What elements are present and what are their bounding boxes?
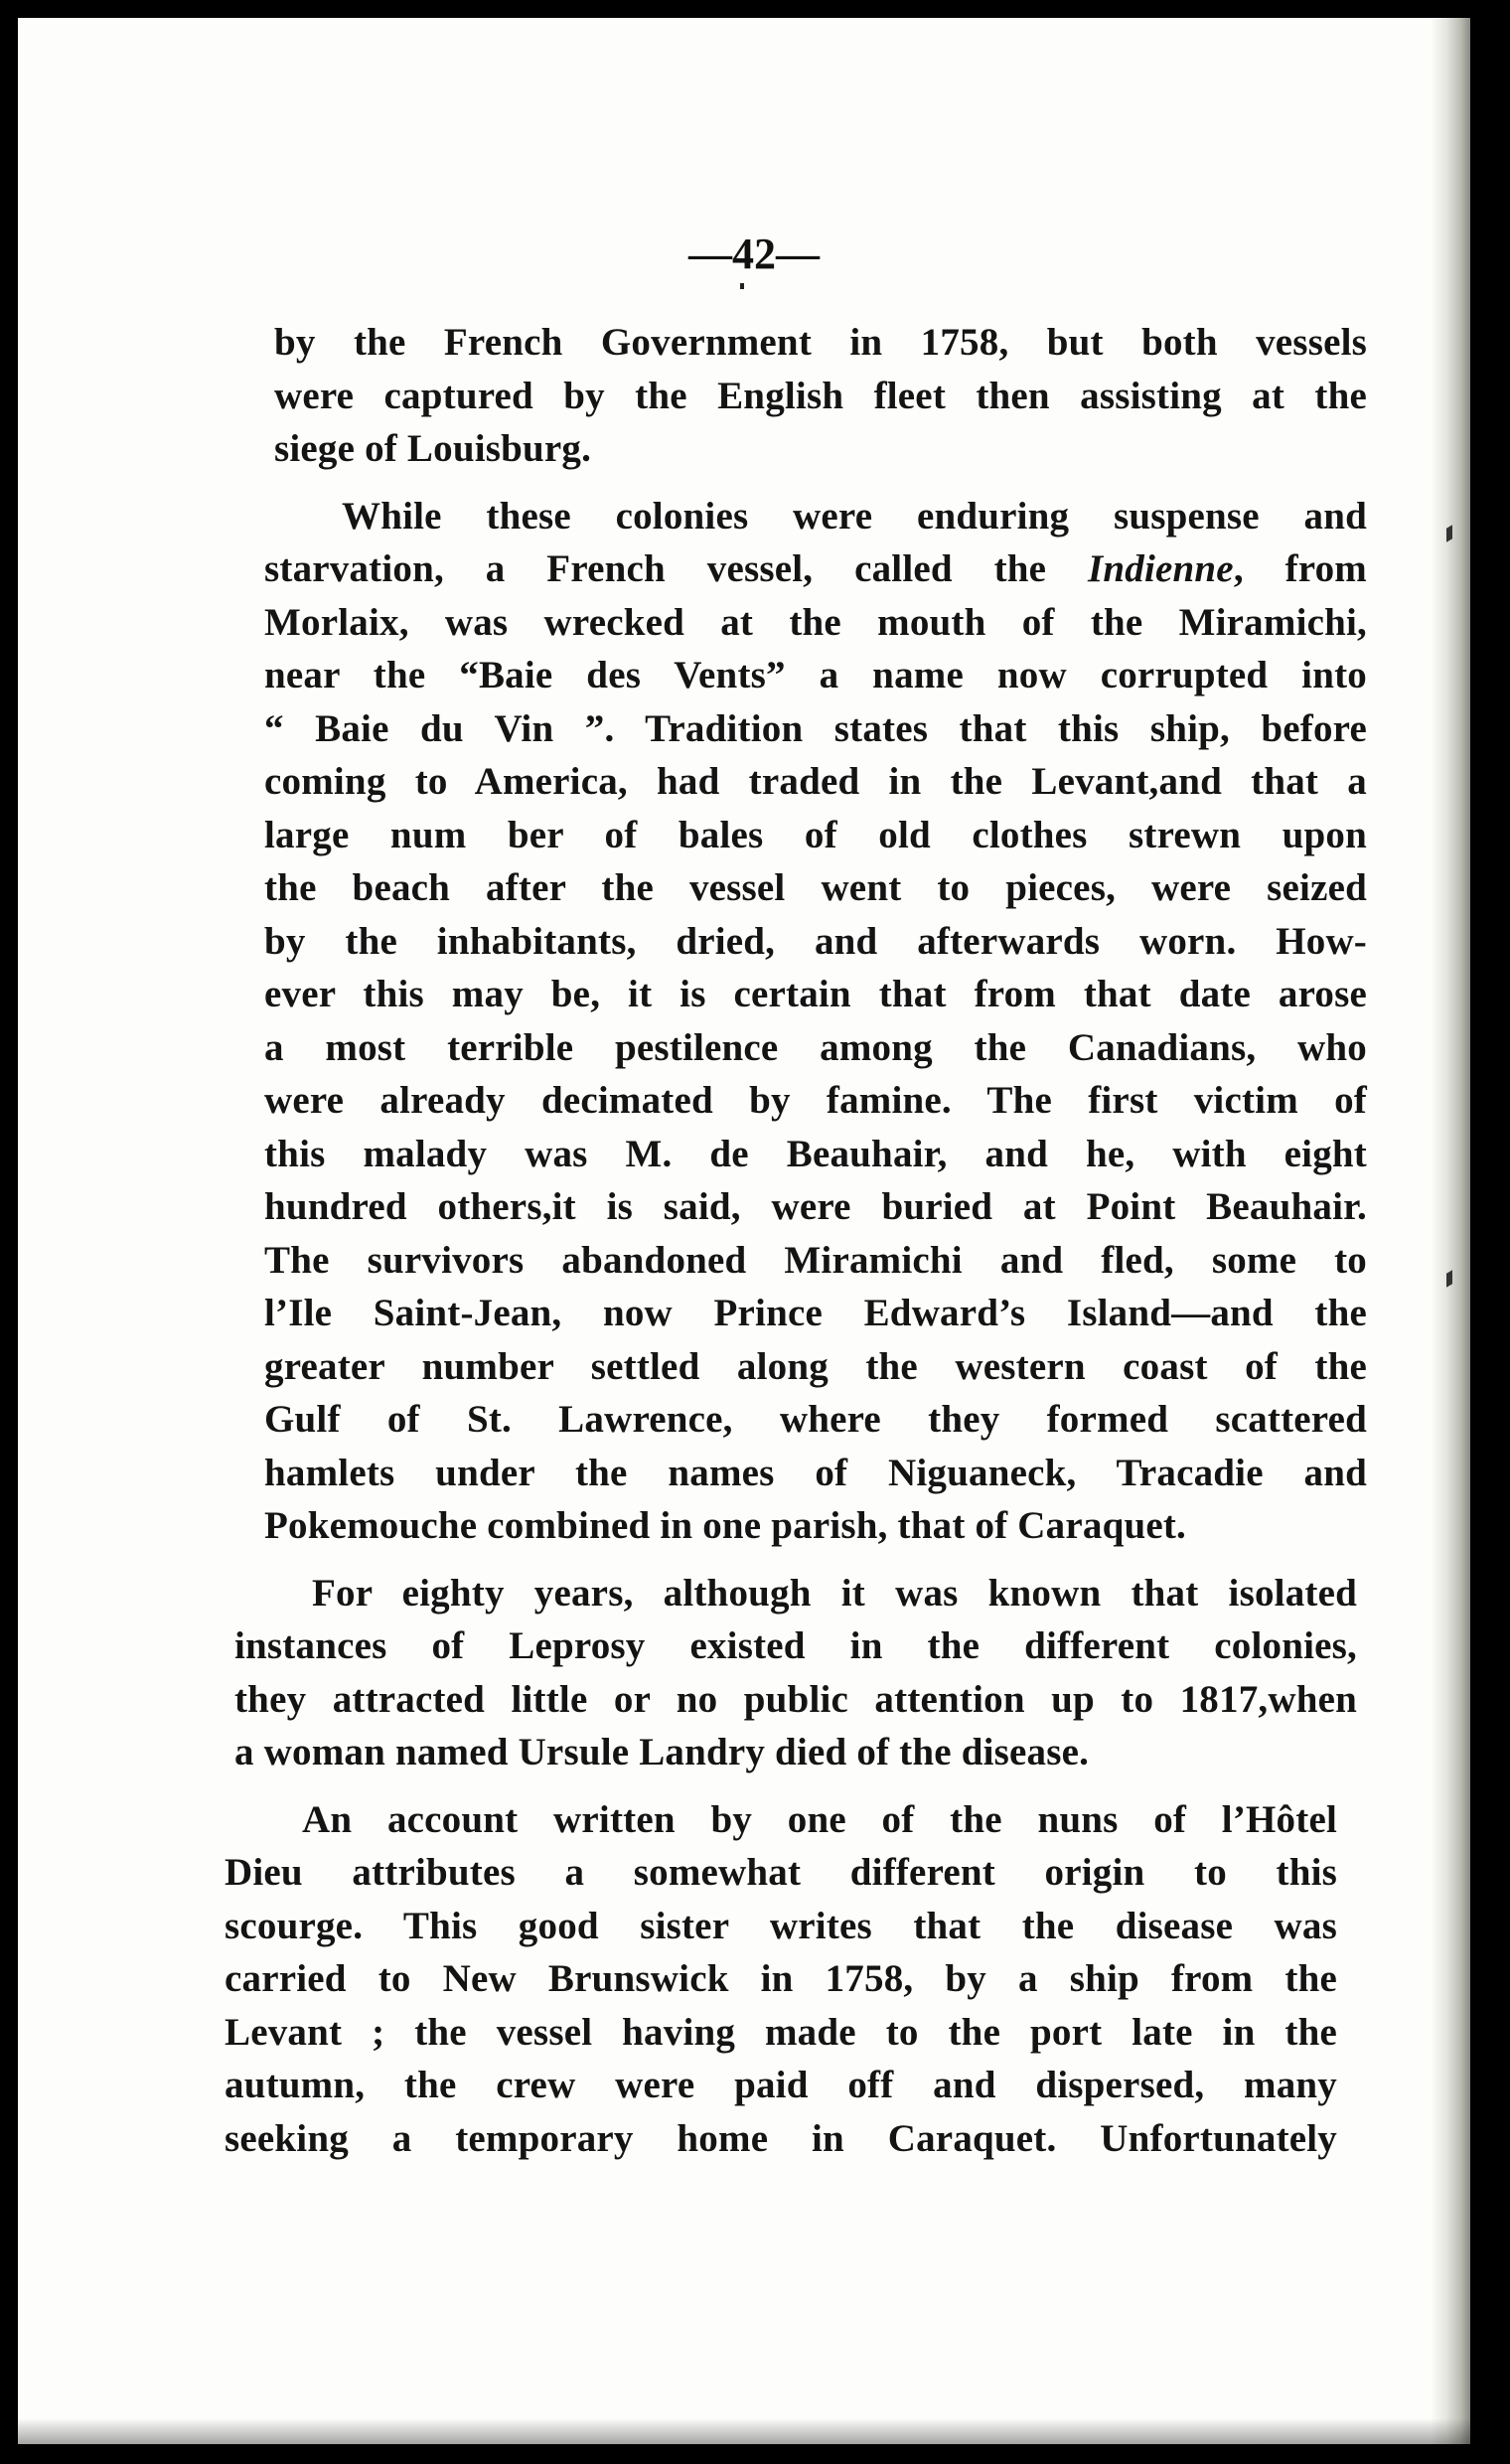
text-line: l’Ile Saint-Jean, now Prince Edward’s Island—and the [264,1292,1367,1334]
text-line: Levant ; the vessel having made to the port late in the [225,2010,1337,2054]
text-line: siege of Louisburg. [274,427,592,470]
text-line: Dieu attributes a somewhat different origin to this [225,1851,1337,1894]
page-gutter-shadow [1431,18,1470,2444]
text-line: autumn, the crew were paid off and dispersed, many [225,2064,1337,2106]
text-line: greater number settled along the western coast of the [264,1344,1367,1388]
text-line: Pokemouche combined in one parish, that of Caraquet. [264,1504,1187,1547]
text-line: ever this may be, it is certain that from that date arose [264,973,1367,1015]
text-line: The survivors abandoned Miramichi and fled, some to [264,1238,1367,1282]
text-line: hamlets under the names of Niguaneck, Tracadie and [264,1451,1367,1494]
gutter-mark [1446,1270,1452,1287]
text-line: a woman named Ursule Landry died of the disease. [234,1731,1090,1773]
text-line [264,542,1367,596]
text-line: seeking a temporary home in Caraquet. Unfortunately [225,2116,1337,2160]
text-line: While these colonies were enduring suspense and [342,494,1367,538]
text-line: large num ber of bales of old clothes strewn upon [264,813,1367,856]
text-line: carried to New Brunswick in 1758, by a ship from the [225,1957,1337,2000]
text-line: An account written by one of the nuns of l’Hôtel [302,1797,1337,1841]
page-number-dot [740,283,744,289]
text-line: by the inhabitants, dried, and afterwards worn. How- [264,919,1367,963]
text-line: scourge. This good sister writes that the disease was [225,1904,1337,1947]
text-line: near the “Baie des Vents” a name now corrupted into [264,654,1367,696]
paragraph-3 [234,1567,1357,1779]
text-line: instances of Leprosy existed in the different colonies, [234,1624,1357,1667]
text-line: Gulf of St. Lawrence, where they formed scattered [264,1398,1367,1441]
book-page [18,18,1470,2444]
page-number [18,229,1470,289]
text-line: this malady was M. de Beauhair, and he, with eight [264,1132,1367,1175]
paragraph-2 [264,490,1367,1553]
text-line: were already decimated by famine. The first victim of [264,1079,1367,1122]
text-line: the beach after the vessel went to pieces, were seized [264,866,1367,909]
page-bottom-shadow [18,2418,1470,2444]
body-text [225,316,1367,2165]
text-line: Morlaix, was wrecked at the mouth of the Miramichi, [264,600,1367,644]
ship-name-italic: Indienne [1088,547,1234,590]
text-line: by the French Government in 1758, but both vessels [274,321,1367,364]
text-line: “ Baie du Vin ”. Tradition states that this ship, before [264,706,1367,750]
paragraph-1 [274,316,1367,476]
text-line: hundred others,it is said, were buried at Point Beauhair. [264,1185,1367,1228]
text-line: they attracted little or no public attention up to 1817,when [234,1677,1357,1721]
text-line: coming to America, had traded in the Levant,and that a [264,760,1367,803]
text-segment: starvation, a French vessel, called the [264,547,1089,590]
text-line: For eighty years, although it was known that isolated [312,1571,1357,1615]
text-segment: , from [1233,547,1367,590]
gutter-mark [1446,525,1452,541]
page-number-text: —42— [688,230,820,278]
text-line: a most terrible pestilence among the Canadians, who [264,1025,1367,1069]
text-line: were captured by the English fleet then assisting at the [274,374,1367,417]
paragraph-4 [225,1793,1337,2166]
